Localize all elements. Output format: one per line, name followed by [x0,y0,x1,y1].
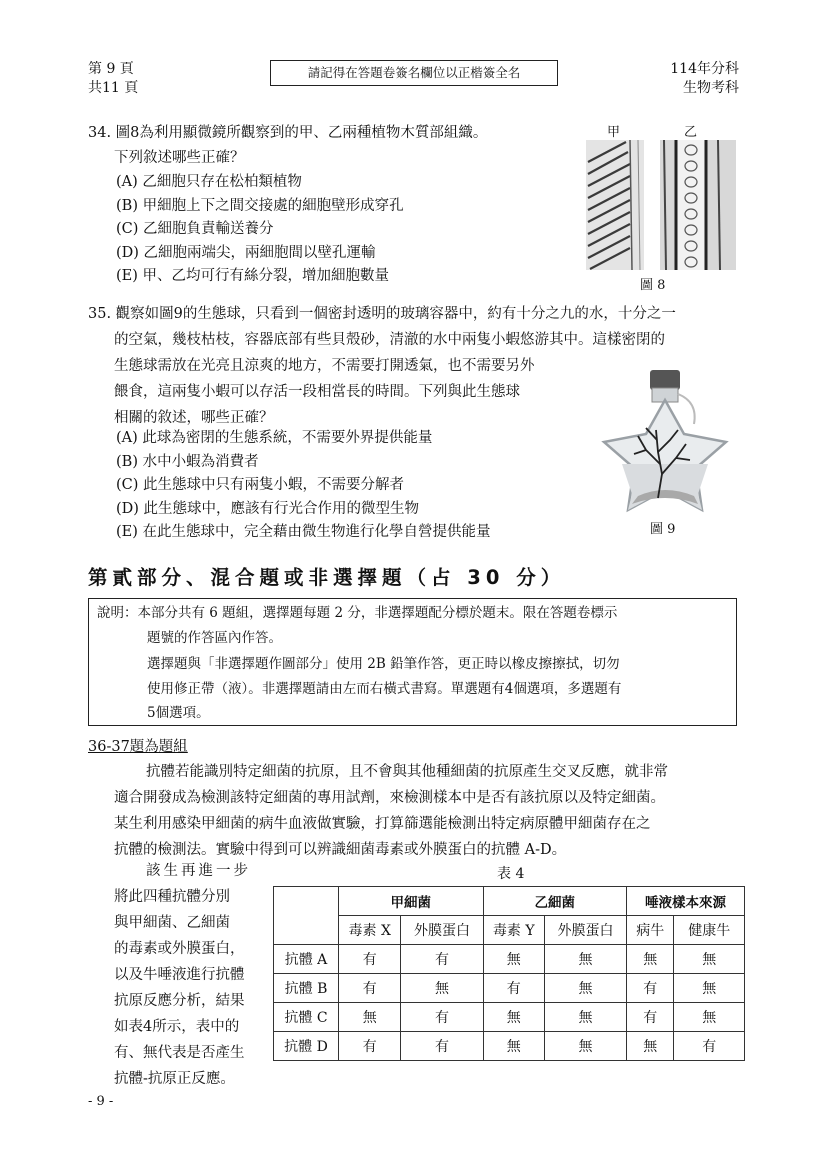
q34-options [116,171,404,289]
table4-cell: 無 [544,1032,626,1061]
section2-instructions-box [88,598,737,726]
subject-name: 生物考科 [683,80,739,96]
table4-group-saliva: 唾液樣本來源 [626,887,744,916]
table4-cell: 無 [544,945,626,974]
table4-sub-header: 毒素 X [339,916,401,945]
table-row [274,1003,745,1032]
group36-heading: 36-37題為題組 [88,739,188,755]
total-pages-label: 共11 頁 [88,80,139,96]
table4-sub-header-row [274,916,745,945]
signature-notice: 請記得在答題卷簽名欄位以正楷簽全名 [270,60,558,86]
q35-option-e: (E) 在此生態球中，完全藉由微生物進行化學自營提供能量 [116,524,491,540]
table4-cell: 無 [626,1032,674,1061]
table4-cell: 無 [674,945,745,974]
table4-cell: 有 [339,945,401,974]
table4-cell: 有 [401,945,483,974]
fig8-xylem-micrograph [586,140,736,270]
table4-sub-header: 外膜蛋白 [544,916,626,945]
q34-stem-line2: 下列敘述哪些正確？ [114,150,245,166]
table4-cell: 無 [339,1003,401,1032]
table4-group-yi: 乙細菌 [483,887,626,916]
table4-group-jia: 甲細菌 [339,887,484,916]
side-line5: 以及牛唾液進行抗體 [114,967,245,983]
table4-cell: 有 [401,1032,483,1061]
note-line3: 選擇題與「非選擇題作圖部分」使用 2B 鉛筆作答，更正時以橡皮擦擦拭，切勿 [147,656,620,672]
table4-row-label: 抗體 D [274,1032,339,1061]
table-row [274,945,745,974]
table4-sub-header: 外膜蛋白 [401,916,483,945]
fig9-cork [650,370,680,390]
table4-caption: 表 4 [497,866,525,882]
q35-option-b: (B) 水中小蝦為消費者 [116,453,259,470]
side-line2: 將此四種抗體分別 [114,889,230,905]
table4-cell: 有 [674,1032,745,1061]
table4 [273,886,745,1061]
q35-option-c: (C) 此生態球中只有兩隻小蝦，不需要分解者 [116,477,405,493]
q34-option-b: (B) 甲細胞上下之間交接處的細胞壁形成穿孔 [116,197,404,214]
group36-para-line3: 某生利用感染甲細菌的病牛血液做實驗，打算篩選能檢測出特定病原體甲細菌存在之 [114,816,651,832]
table-row [274,1032,745,1061]
group36-para-line2: 適合開發成為檢測該特定細菌的專用試劑，來檢測樣本中是否有該抗原以及特定細菌。 [114,790,665,806]
side-line9: 抗體-抗原正反應。 [114,1071,235,1087]
note-line1: 說明：本部分共有 6 題組，選擇題每題 2 分，非選擇題配分標於題末。限在答題卷標示 [97,605,618,621]
table4-cell: 無 [674,1003,745,1032]
fig9-caption: 圖 9 [650,522,676,537]
table4-cell: 無 [483,945,544,974]
table4-corner-cell [274,887,339,945]
group36-side-text [114,858,264,1092]
fig9-ecosphere-star-jar [598,364,740,516]
side-line3: 與甲細菌、乙細菌 [114,915,230,931]
q35-stem-line3: 生態球需放在光亮且涼爽的地方，不需要打開透氣，也不需要另外 [114,358,535,374]
table4-cell: 無 [674,974,745,1003]
table4-row-label: 抗體 C [274,1003,339,1032]
q35-stem-line5: 相關的敘述，哪些正確？ [114,410,274,426]
side-line4: 的毒素或外膜蛋白， [114,941,245,957]
exam-name: 114年分科 [670,61,739,77]
table4-row-label: 抗體 B [274,974,339,1003]
side-line7: 如表4所示，表中的 [114,1019,240,1035]
q34-option-e: (E) 甲、乙均可行有絲分裂，增加細胞數量 [116,268,390,284]
table4-sub-header: 毒素 Y [483,916,544,945]
table4-cell: 無 [401,974,483,1003]
fig8-label-yi: 乙 [684,125,698,140]
fig8-label-jia: 甲 [607,125,621,140]
page-number-label: 第 9 頁 [88,61,134,77]
table4-row-label: 抗體 A [274,945,339,974]
table4-cell: 無 [626,945,674,974]
table-row [274,974,745,1003]
table4-cell: 無 [483,1003,544,1032]
table4-cell: 無 [544,974,626,1003]
table4-cell: 有 [339,1032,401,1061]
table4-sub-header: 病牛 [626,916,674,945]
note-line4: 使用修正帶（液）。非選擇題請由左而右橫式書寫。單選題有4個選項，多選題有 [147,681,622,697]
q35-stem-line4: 餵食，這兩隻小蝦可以存活一段相當長的時間。下列與此生態球 [114,384,520,400]
q35-option-d: (D) 此生態球中，應該有行光合作用的微型生物 [116,500,420,517]
q34-option-d: (D) 乙細胞兩端尖，兩細胞間以壁孔運輸 [116,244,376,261]
table4-cell: 有 [339,974,401,1003]
q35-stem-line1: 35. 觀察如圖9的生態球，只看到一個密封透明的玻璃容器中，約有十分之九的水，十分之一 [88,306,676,322]
table4-cell: 無 [483,1032,544,1061]
note-line2: 題號的作答區內作答。 [147,630,282,646]
q35-options [116,427,491,545]
footer-page-number: - 9 - [88,1094,114,1109]
note-line5: 5個選項。 [147,705,210,721]
q34-option-c: (C) 乙細胞負責輸送養分 [116,221,274,237]
q34-option-a: (A) 乙細胞只存在松柏類植物 [116,174,302,190]
side-line1: 該生再進一步 [146,863,251,879]
section2-title: 第貳部分、混合題或非選擇題（占 30 分） [88,566,566,589]
q34-stem-line1: 34. 圖8為利用顯微鏡所觀察到的甲、乙兩種植物木質部組織。 [88,125,488,141]
side-line8: 有、無代表是否產生 [114,1045,245,1061]
table4-cell: 有 [626,1003,674,1032]
table4-cell: 有 [401,1003,483,1032]
table4-cell: 無 [544,1003,626,1032]
q35-stem-line2: 的空氣，幾枝枯枝，容器底部有些貝殼砂，清澈的水中兩隻小蝦悠游其中。這樣密閉的 [114,332,665,348]
table4-sub-header: 健康牛 [674,916,745,945]
fig8-caption: 圖 8 [640,278,666,293]
table4-group-header-row [274,887,745,916]
table4-cell: 有 [483,974,544,1003]
table4-cell: 有 [626,974,674,1003]
q35-option-a: (A) 此球為密閉的生態系統，不需要外界提供能量 [116,430,433,446]
side-line6: 抗原反應分析，結果 [114,993,245,1009]
group36-para-line4: 抗體的檢測法。實驗中得到可以辨識細菌毒素或外膜蛋白的抗體 A-D。 [114,842,567,858]
group36-para-line1: 抗體若能識別特定細菌的抗原，且不會與其他種細菌的抗原產生交叉反應，就非常 [146,764,668,780]
